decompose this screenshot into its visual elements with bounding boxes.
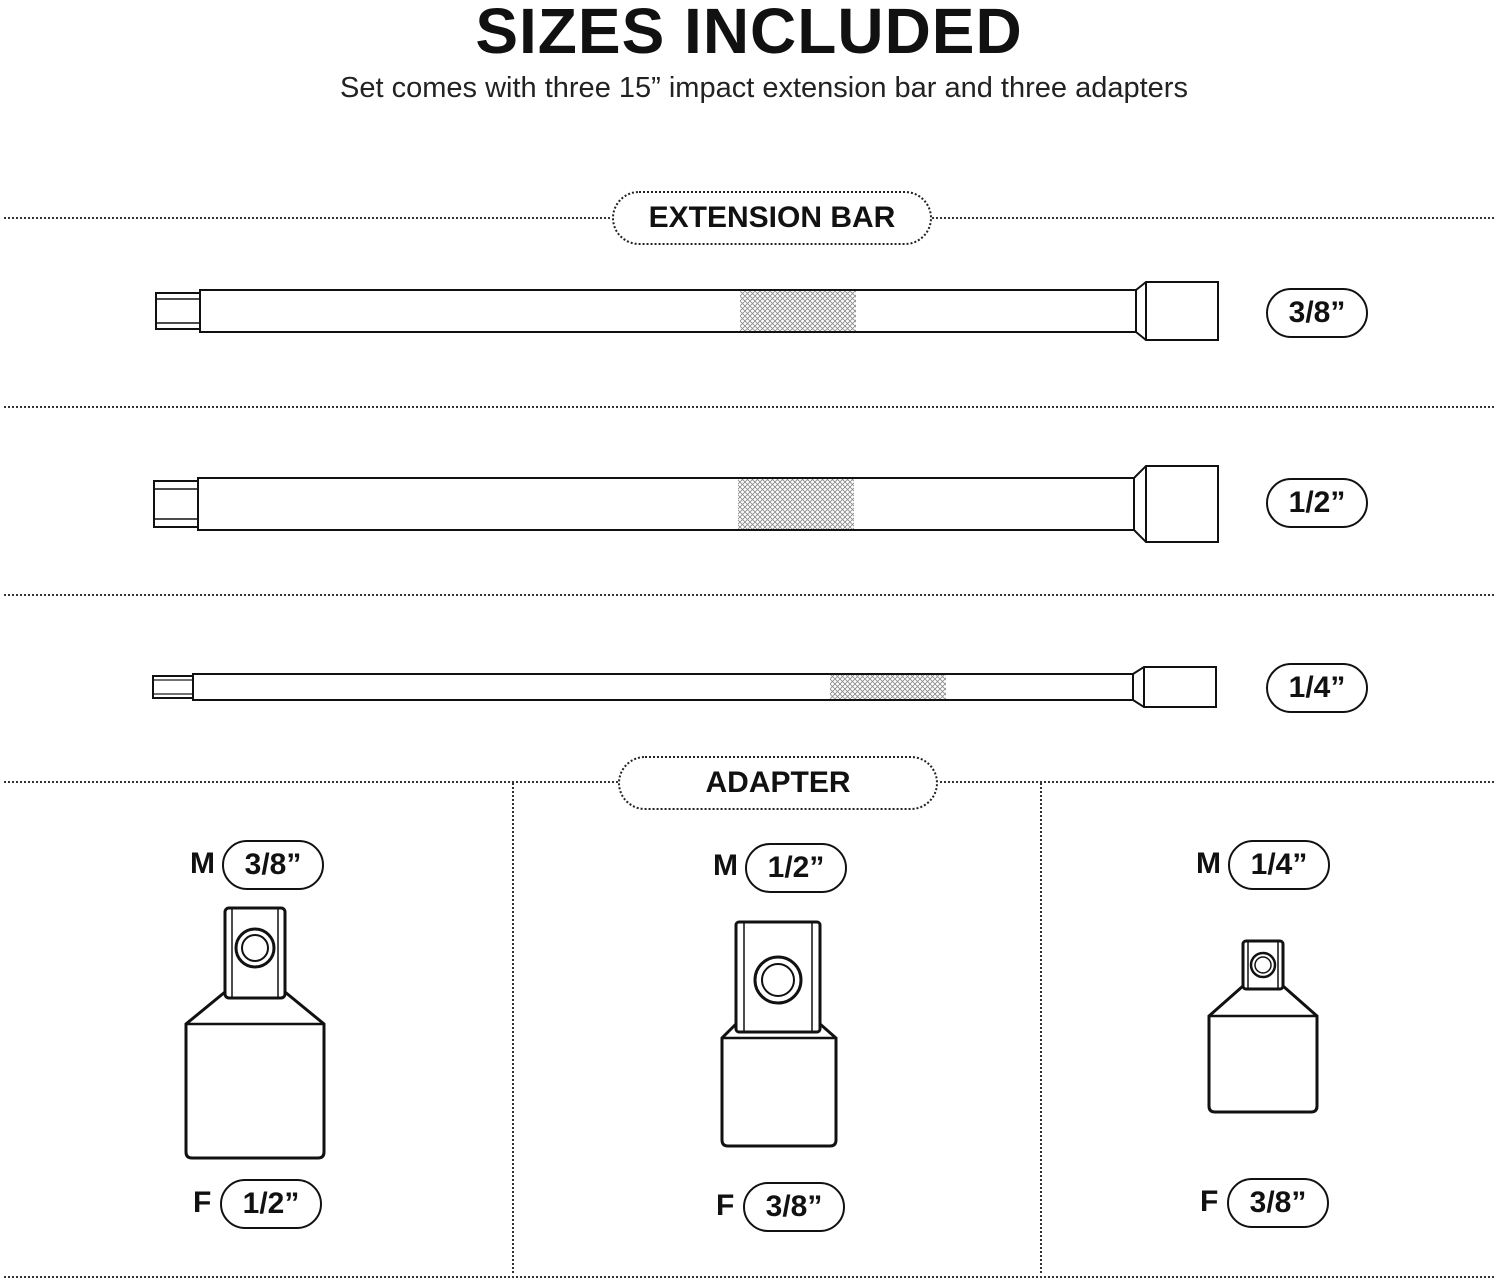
adapter-3-female-prefix: F — [1200, 1185, 1219, 1218]
divider-bar-1 — [4, 406, 1494, 408]
adapter-2-male-size: 1/2” — [745, 843, 847, 893]
adapter-label: ADAPTER — [618, 756, 938, 810]
divider-adapter-col-1 — [512, 783, 514, 1273]
adapter-2-female-size: 3/8” — [743, 1182, 845, 1232]
adapter-1-female-prefix: F — [193, 1186, 212, 1219]
divider-adapter-col-2 — [1040, 783, 1042, 1273]
page-subtitle: Set comes with three 15” impact extension bar and three adapters — [340, 72, 1188, 104]
extension-bar-1-2-illustration — [150, 462, 1230, 546]
adapter-3-illustration — [1203, 938, 1323, 1118]
adapter-2-illustration — [716, 918, 842, 1152]
adapter-1-illustration — [180, 904, 330, 1164]
size-pill-bar-3: 1/4” — [1266, 663, 1368, 713]
page-title: SIZES INCLUDED — [475, 0, 1023, 67]
adapter-1-male-prefix: M — [190, 847, 215, 880]
extension-bar-3-8-illustration — [150, 276, 1230, 346]
adapter-2-female-prefix: F — [716, 1189, 735, 1222]
adapter-1-female-size: 1/2” — [220, 1179, 322, 1229]
adapter-3-male-size: 1/4” — [1228, 840, 1330, 890]
extension-bar-label: EXTENSION BAR — [612, 191, 932, 245]
divider-bar-2 — [4, 594, 1494, 596]
adapter-2-male-prefix: M — [713, 849, 738, 882]
extension-bar-1-4-illustration — [150, 664, 1230, 710]
size-pill-bar-1: 3/8” — [1266, 288, 1368, 338]
adapter-1-male-size: 3/8” — [222, 840, 324, 890]
adapter-3-female-size: 3/8” — [1227, 1178, 1329, 1228]
size-pill-bar-2: 1/2” — [1266, 478, 1368, 528]
divider-bottom — [4, 1276, 1494, 1278]
adapter-3-male-prefix: M — [1196, 847, 1221, 880]
